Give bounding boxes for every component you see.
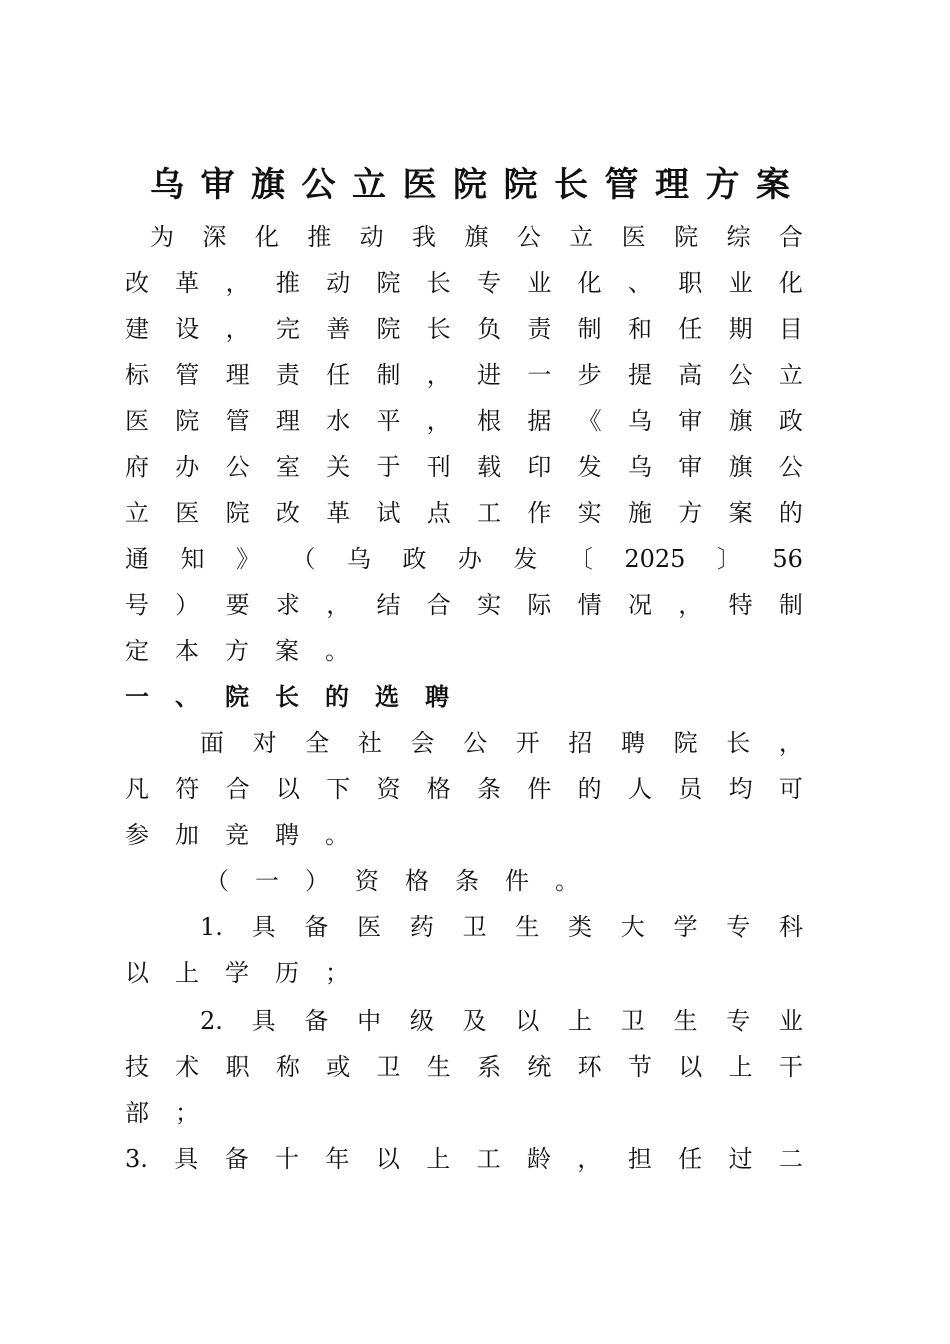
glyph: ，: [426, 361, 451, 389]
glyph: 审: [200, 165, 235, 205]
glyph: 发: [513, 545, 538, 573]
glyph: 1.: [200, 913, 223, 941]
glyph: 院: [673, 729, 698, 757]
glyph: 职: [225, 1053, 250, 1081]
glyph: 龄: [527, 1145, 552, 1173]
glyph: 环: [577, 1053, 602, 1081]
glyph: 过: [728, 1145, 753, 1173]
glyph: 上: [568, 1007, 593, 1035]
glyph: 的: [325, 683, 349, 711]
glyph: 专: [726, 1007, 751, 1035]
list-item: [125, 1136, 803, 1182]
glyph: 综: [726, 223, 751, 251]
glyph: 以: [275, 775, 300, 803]
glyph: 任: [326, 361, 351, 389]
glyph: 进: [477, 361, 502, 389]
glyph: 责: [527, 315, 552, 343]
glyph: 加: [175, 821, 199, 849]
glyph: 号: [125, 591, 149, 619]
glyph: 政: [402, 545, 427, 573]
glyph: 聘: [275, 821, 299, 849]
glyph: 印: [527, 453, 552, 481]
glyph: 职: [678, 269, 703, 297]
glyph: 案: [756, 165, 790, 205]
glyph: 实: [477, 591, 502, 619]
glyph: 方: [678, 499, 703, 527]
glyph: 。: [555, 867, 579, 895]
glyph: 旗: [728, 453, 753, 481]
glyph: 专: [477, 269, 502, 297]
glyph: 科: [778, 913, 803, 941]
glyph: ，: [426, 407, 451, 435]
glyph: 》: [235, 545, 260, 573]
glyph: 工: [476, 1145, 501, 1173]
glyph: 竞: [225, 821, 249, 849]
glyph: 医: [402, 165, 437, 205]
glyph: 公: [225, 453, 250, 481]
document-title: [150, 160, 790, 210]
glyph: 一: [125, 683, 149, 711]
paragraph-line: [200, 720, 803, 766]
glyph: 医: [125, 407, 149, 435]
glyph: 统: [527, 1053, 552, 1081]
glyph: 制: [376, 361, 401, 389]
glyph: 卫: [620, 1007, 645, 1035]
list-item: [200, 998, 803, 1044]
glyph: 资: [355, 867, 379, 895]
glyph: 或: [326, 1053, 351, 1081]
glyph: ；: [325, 959, 349, 987]
glyph: 格: [426, 775, 451, 803]
paragraph-line: [125, 490, 803, 536]
glyph: 案: [275, 637, 299, 665]
glyph: 化: [778, 269, 803, 297]
glyph: 具: [251, 913, 276, 941]
glyph: 我: [412, 223, 437, 251]
glyph: 合: [426, 591, 451, 619]
glyph: 中: [357, 1007, 382, 1035]
glyph: 干: [778, 1053, 803, 1081]
glyph: ）: [175, 591, 200, 619]
glyph: 一: [527, 361, 552, 389]
glyph: 均: [728, 775, 753, 803]
glyph: 任: [678, 315, 703, 343]
glyph: ）: [305, 867, 329, 895]
glyph: 立: [352, 165, 386, 205]
glyph: 完: [275, 315, 300, 343]
glyph: 旗: [728, 407, 753, 435]
glyph: 立: [125, 499, 149, 527]
glyph: 十: [275, 1145, 300, 1173]
glyph: 。: [325, 821, 349, 849]
glyph: ，: [577, 1145, 602, 1173]
glyph: 件: [527, 775, 552, 803]
list-item-continuation: [125, 1090, 803, 1136]
paragraph-line: [125, 352, 803, 398]
glyph: 提: [627, 361, 652, 389]
glyph: ，: [225, 315, 250, 343]
glyph: 生: [426, 1053, 451, 1081]
glyph: 招: [568, 729, 593, 757]
list-item-continuation: [125, 1044, 803, 1090]
glyph: 乌: [150, 165, 184, 205]
glyph: 备: [224, 1145, 249, 1173]
glyph: 选: [375, 683, 399, 711]
glyph: 员: [678, 775, 703, 803]
glyph: 公: [728, 361, 753, 389]
glyph: 管: [604, 165, 639, 205]
glyph: 的: [577, 775, 602, 803]
glyph: 业: [778, 1007, 803, 1035]
glyph: 长: [426, 315, 451, 343]
glyph: 、: [175, 683, 199, 711]
glyph: 目: [778, 315, 803, 343]
glyph: 一: [255, 867, 279, 895]
glyph: 步: [577, 361, 602, 389]
glyph: 〔: [568, 545, 593, 573]
glyph: 生: [515, 913, 540, 941]
glyph: 建: [125, 315, 149, 343]
glyph: 旗: [251, 165, 285, 205]
glyph: 实: [577, 499, 602, 527]
glyph: 二: [778, 1145, 803, 1173]
glyph: 条: [477, 775, 502, 803]
glyph: 备: [304, 913, 329, 941]
glyph: 改: [125, 269, 149, 297]
glyph: 凡: [125, 775, 149, 803]
paragraph-line: [125, 628, 803, 674]
paragraph-line: [125, 260, 803, 306]
glyph: 及: [462, 1007, 487, 1035]
glyph: 府: [125, 453, 149, 481]
glyph: 以: [375, 1145, 400, 1173]
glyph: 方: [705, 165, 740, 205]
glyph: 刊: [426, 453, 451, 481]
glyph: 知: [180, 545, 205, 573]
glyph: 办: [457, 545, 482, 573]
glyph: 下: [326, 775, 351, 803]
glyph: 为: [150, 223, 174, 251]
glyph: 动: [359, 223, 384, 251]
glyph: 于: [376, 453, 401, 481]
glyph: 节: [627, 1053, 652, 1081]
glyph: 审: [678, 407, 703, 435]
glyph: 药: [409, 913, 434, 941]
glyph: 年: [325, 1145, 350, 1173]
paragraph-line: [125, 398, 803, 444]
glyph: 方: [225, 637, 249, 665]
glyph: 开: [515, 729, 540, 757]
glyph: 院: [453, 165, 487, 205]
glyph: 革: [175, 269, 200, 297]
glyph: 审: [678, 453, 703, 481]
glyph: 通: [125, 545, 149, 573]
glyph: 长: [275, 683, 299, 711]
glyph: 动: [326, 269, 351, 297]
glyph: 政: [778, 407, 803, 435]
glyph: 和: [627, 315, 652, 343]
glyph: 业: [527, 269, 552, 297]
glyph: 长: [726, 729, 751, 757]
glyph: 业: [728, 269, 753, 297]
glyph: 件: [505, 867, 529, 895]
glyph: 发: [577, 453, 602, 481]
glyph: 理: [275, 407, 300, 435]
glyph: 革: [326, 499, 351, 527]
glyph: 试: [376, 499, 401, 527]
glyph: 院: [225, 683, 249, 711]
list-item: [200, 904, 803, 950]
glyph: 院: [376, 269, 401, 297]
glyph: 推: [307, 223, 332, 251]
list-item-continuation: [125, 950, 803, 996]
glyph: 条: [455, 867, 479, 895]
glyph: 管: [175, 361, 200, 389]
glyph: 本: [175, 637, 199, 665]
glyph: 际: [527, 591, 552, 619]
glyph: 立: [778, 361, 803, 389]
glyph: 立: [569, 223, 594, 251]
glyph: 担: [627, 1145, 652, 1173]
glyph: 长: [426, 269, 451, 297]
glyph: 合: [225, 775, 250, 803]
glyph: 公: [463, 729, 488, 757]
subsection-heading: [205, 858, 883, 904]
glyph: 制: [778, 591, 803, 619]
glyph: 标: [125, 361, 149, 389]
glyph: 化: [254, 223, 279, 251]
glyph: 结: [376, 591, 401, 619]
glyph: 级: [409, 1007, 434, 1035]
glyph: （: [291, 545, 316, 573]
glyph: 大: [620, 913, 645, 941]
glyph: 求: [275, 591, 300, 619]
glyph: 平: [376, 407, 401, 435]
glyph: 院: [503, 165, 538, 205]
glyph: 办: [175, 453, 200, 481]
glyph: 医: [357, 913, 382, 941]
glyph: 格: [405, 867, 429, 895]
glyph: 生: [673, 1007, 698, 1035]
glyph: 2025: [624, 545, 686, 573]
glyph: 院: [225, 499, 250, 527]
glyph: 载: [477, 453, 502, 481]
glyph: 全: [305, 729, 330, 757]
glyph: 的: [778, 499, 803, 527]
glyph: 《: [577, 407, 602, 435]
glyph: 作: [527, 499, 552, 527]
glyph: 聘: [425, 683, 449, 711]
glyph: ；: [175, 1099, 199, 1127]
glyph: 施: [627, 499, 652, 527]
glyph: 关: [326, 453, 351, 481]
paragraph-line: [125, 582, 803, 628]
paragraph-line: [125, 766, 803, 812]
paragraph-line: [125, 306, 803, 352]
glyph: 合: [778, 223, 803, 251]
paragraph-line: [125, 536, 803, 582]
glyph: 设: [175, 315, 200, 343]
glyph: 乌: [627, 407, 652, 435]
glyph: 备: [304, 1007, 329, 1035]
paragraph-line: [125, 444, 803, 490]
glyph: 社: [357, 729, 382, 757]
glyph: 改: [275, 499, 300, 527]
glyph: 管: [225, 407, 250, 435]
glyph: 学: [225, 959, 249, 987]
glyph: 高: [678, 361, 703, 389]
glyph: 系: [477, 1053, 502, 1081]
glyph: 技: [125, 1053, 149, 1081]
glyph: 院: [376, 315, 401, 343]
glyph: 上: [175, 959, 199, 987]
glyph: 制: [577, 315, 602, 343]
section-heading: [125, 674, 803, 720]
glyph: 深: [202, 223, 227, 251]
glyph: 期: [728, 315, 753, 343]
glyph: 特: [728, 591, 753, 619]
glyph: 〕: [716, 545, 741, 573]
glyph: 水: [326, 407, 351, 435]
glyph: 参: [125, 821, 149, 849]
glyph: 以: [515, 1007, 540, 1035]
glyph: ，: [225, 269, 250, 297]
glyph: 会: [410, 729, 435, 757]
glyph: 部: [125, 1099, 149, 1127]
glyph: 。: [325, 637, 349, 665]
glyph: 学: [673, 913, 698, 941]
glyph: 卫: [376, 1053, 401, 1081]
paragraph-line: [125, 812, 803, 858]
glyph: ，: [778, 729, 803, 757]
glyph: 公: [778, 453, 803, 481]
glyph: 推: [275, 269, 300, 297]
glyph: 医: [175, 499, 200, 527]
glyph: 理: [225, 361, 250, 389]
glyph: 根: [477, 407, 502, 435]
glyph: 资: [376, 775, 401, 803]
glyph: 符: [175, 775, 200, 803]
glyph: 56: [772, 545, 803, 573]
glyph: 化: [577, 269, 602, 297]
glyph: 医: [621, 223, 646, 251]
glyph: 长: [554, 165, 588, 205]
glyph: 、: [627, 269, 652, 297]
glyph: 可: [778, 775, 803, 803]
glyph: ，: [326, 591, 351, 619]
glyph: 具: [251, 1007, 276, 1035]
glyph: 2.: [200, 1007, 223, 1035]
glyph: 公: [301, 165, 336, 205]
glyph: 具: [174, 1145, 199, 1173]
glyph: 人: [627, 775, 652, 803]
glyph: 点: [426, 499, 451, 527]
glyph: 任: [678, 1145, 703, 1173]
glyph: 据: [527, 407, 552, 435]
glyph: 对: [252, 729, 277, 757]
glyph: 历: [275, 959, 299, 987]
glyph: 以: [125, 959, 149, 987]
glyph: 定: [125, 637, 149, 665]
glyph: 乌: [346, 545, 371, 573]
glyph: 理: [655, 165, 689, 205]
glyph: 3.: [125, 1145, 148, 1173]
glyph: 乌: [627, 453, 652, 481]
glyph: 公: [516, 223, 541, 251]
glyph: 工: [477, 499, 502, 527]
glyph: 情: [577, 591, 602, 619]
glyph: 上: [426, 1145, 451, 1173]
glyph: 专: [726, 913, 751, 941]
glyph: 负: [477, 315, 502, 343]
glyph: 况: [627, 591, 652, 619]
glyph: 上: [728, 1053, 753, 1081]
glyph: （: [205, 867, 229, 895]
glyph: 聘: [621, 729, 645, 757]
glyph: 术: [175, 1053, 200, 1081]
glyph: 旗: [464, 223, 489, 251]
glyph: 案: [728, 499, 753, 527]
glyph: 室: [275, 453, 300, 481]
glyph: ，: [678, 591, 703, 619]
glyph: 责: [275, 361, 300, 389]
glyph: 类: [568, 913, 593, 941]
glyph: 称: [275, 1053, 300, 1081]
glyph: 卫: [462, 913, 487, 941]
paragraph-line: [150, 214, 803, 260]
glyph: 院: [674, 223, 699, 251]
glyph: 面: [200, 729, 224, 757]
glyph: 要: [225, 591, 250, 619]
glyph: 院: [175, 407, 200, 435]
glyph: 善: [326, 315, 351, 343]
glyph: 以: [678, 1053, 703, 1081]
